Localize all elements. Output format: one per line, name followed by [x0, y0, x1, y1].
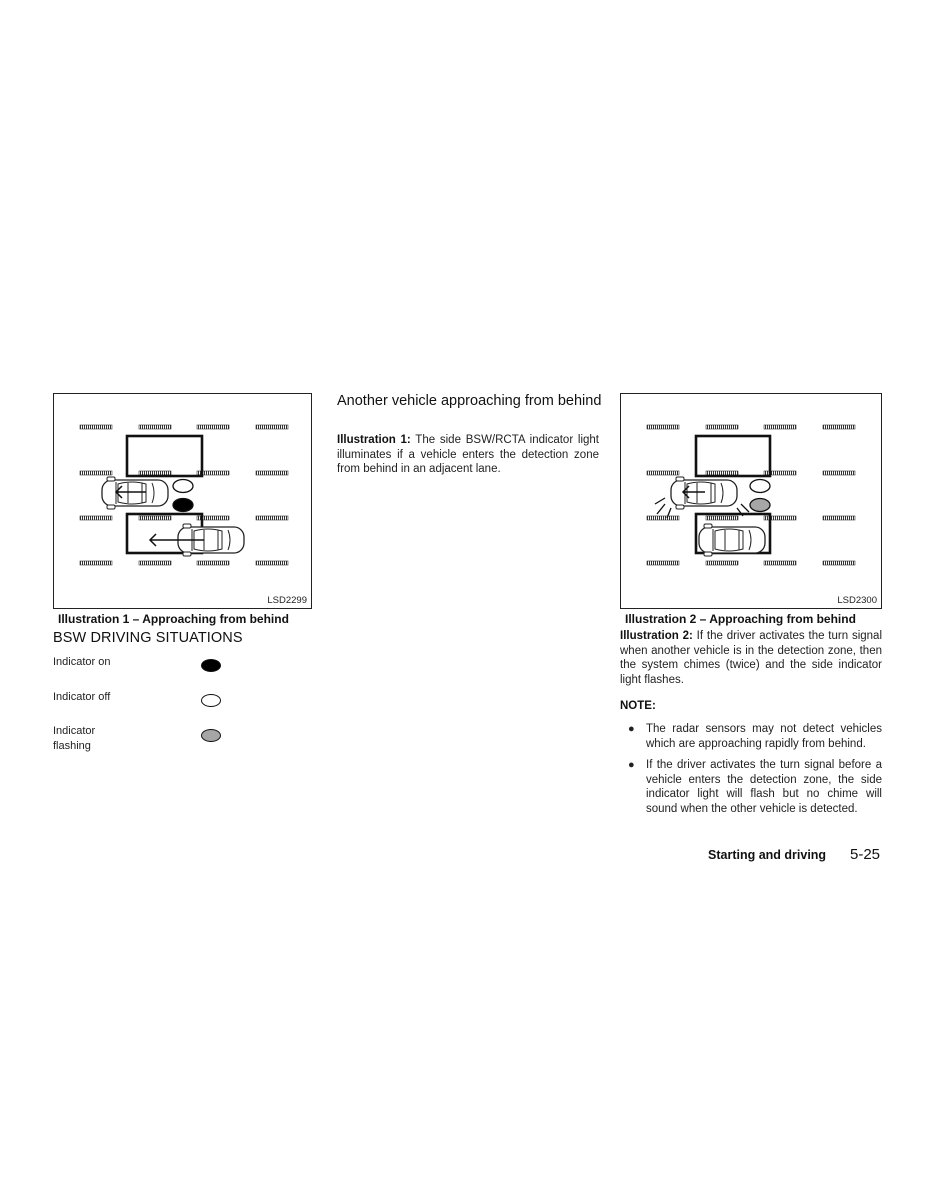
paragraph-lead: Illustration 1: — [337, 434, 411, 446]
legend-label: Indicator flashing — [53, 725, 96, 752]
indicator-flashing-icon — [201, 729, 221, 742]
subsection-heading: Another vehicle approaching from behind — [337, 393, 602, 409]
paragraph-text: The side BSW/RCTA indicator light illuminates if a vehicle enters the detection zone from behind in an adjacent lane. — [337, 434, 600, 476]
illustration-2-figure — [620, 393, 882, 609]
illustration-1-description — [337, 433, 599, 477]
figure-id: LSD2300 — [837, 595, 877, 606]
detection-zone-upper — [127, 436, 202, 476]
bullet-icon: ● — [628, 723, 635, 735]
illustration-2-description — [620, 629, 882, 687]
footer-section-title: Starting and driving — [708, 848, 827, 862]
approaching-vehicle — [699, 524, 765, 556]
illustration-2-diagram — [621, 394, 881, 608]
indicator-on-icon — [201, 659, 221, 672]
indicator-on-icon — [173, 499, 193, 512]
detection-zone-upper — [696, 436, 770, 476]
paragraph-lead: Illustration 2: — [620, 630, 693, 642]
bullet-icon: ● — [628, 759, 635, 771]
bullet-text: The radar sensors may not detect vehicles which are approaching rapidly from behind. — [646, 723, 882, 750]
indicator-off-icon — [750, 480, 770, 493]
legend-item — [53, 724, 233, 758]
legend-item — [53, 655, 233, 689]
indicator-off-icon — [201, 694, 221, 707]
illustration-1-diagram — [54, 394, 311, 608]
subject-vehicle — [102, 477, 168, 509]
subject-vehicle — [671, 477, 737, 509]
paragraph-text: If the driver activates the turn signal when another vehicle is in the detection zone, then the system chimes (twice) and the side indicator light flashes. — [620, 630, 883, 686]
legend-item — [53, 690, 233, 724]
legend-label: Indicator on — [53, 656, 111, 668]
bullet-text: If the driver activates the turn signal before a vehicle enters the detection zone, the side indicator light will flash but no chime will sound when the other vehicle is detected. — [646, 759, 882, 815]
illustration-1-figure — [53, 393, 312, 609]
figure-id: LSD2299 — [267, 595, 307, 606]
section-heading: BSW DRIVING SITUATIONS — [53, 630, 243, 646]
page-number: 5-25 — [850, 846, 881, 863]
legend-label: Indicator off — [53, 691, 111, 703]
indicator-off-icon — [173, 480, 193, 493]
illustration-1-caption: Illustration 1 – Approaching from behind — [58, 612, 289, 626]
illustration-2-caption: Illustration 2 – Approaching from behind — [625, 612, 856, 626]
indicator-flashing-icon — [750, 499, 770, 512]
note-title: NOTE: — [620, 700, 656, 712]
